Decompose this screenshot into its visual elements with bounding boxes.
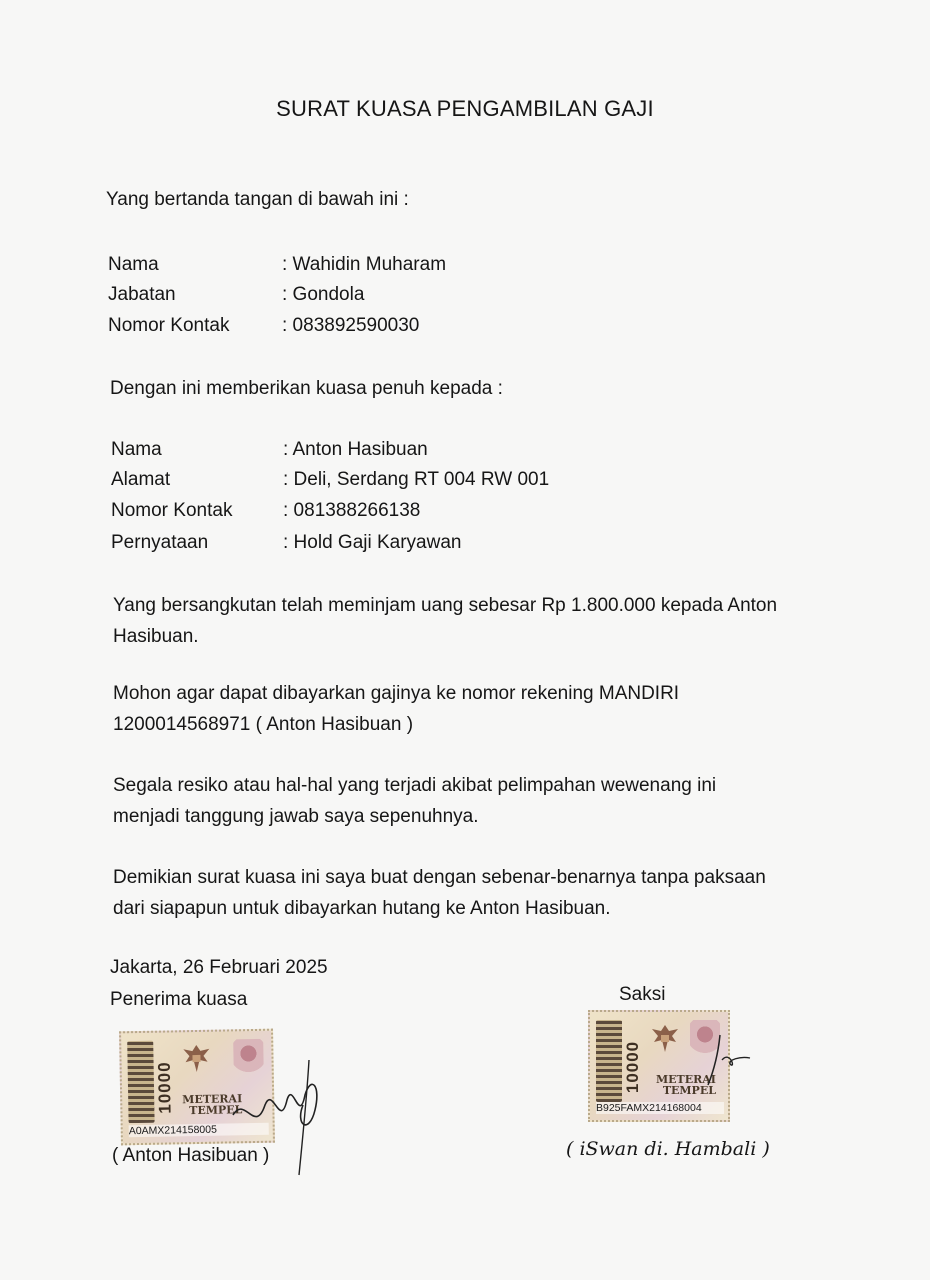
intro-text: Yang bertanda tangan di bawah ini : [106,189,409,210]
paragraph-line: Mohon agar dapat dibayarkan gajinya ke nomor rekening MANDIRI [113,683,680,704]
stamp-serial: A0AMX214158005 [129,1123,269,1137]
field-value: : Anton Hasibuan [283,439,428,460]
right-signer-role: Saksi [619,984,666,1005]
field-value: : Gondola [282,284,365,305]
left-signer-name: ( Anton Hasibuan ) [112,1145,270,1166]
place-date: Jakarta, 26 Februari 2025 [110,957,328,978]
stamp-label: METERAI TEMPEL [182,1092,243,1118]
paragraph-line: Hasibuan. [113,626,199,647]
field-value: : Wahidin Muharam [282,254,447,275]
paragraph-line: Yang bersangkutan telah meminjam uang sebesar Rp 1.800.000 kepada Anton [113,595,778,616]
field-label: Nomor Kontak [108,315,230,336]
field-label: Pernyataan [111,532,209,553]
field-value: : Hold Gaji Karyawan [283,532,462,553]
stamp-security-strip [596,1020,622,1102]
loan-paragraph [113,590,833,652]
paragraph-line: 1200014568971 ( Anton Hasibuan ) [113,714,414,735]
paragraph-line: menjadi tanggung jawab saya sepenuhnya. [113,806,479,827]
account-paragraph [113,678,833,740]
field-value: : 081388266138 [283,500,421,521]
letter-title: SURAT KUASA PENGAMBILAN GAJI [276,96,654,121]
grant-statement: Dengan ini memberikan kuasa penuh kepada : [110,378,503,399]
paragraph-line: Segala resiko atau hal-hal yang terjadi akibat pelimpahan wewenang ini [113,775,717,796]
field-value: : 083892590030 [282,315,420,336]
paragraph-line: dari siapapun untuk dibayarkan hutang ke Anton Hasibuan. [113,898,611,919]
paragraph-line: Demikian surat kuasa ini saya buat dengan sebenar-benarnya tanpa paksaan [113,867,766,888]
field-label: Nama [108,254,159,275]
right-signature-icon [700,1030,760,1090]
garuda-emblem-icon [179,1042,214,1077]
field-label: Nomor Kontak [111,500,233,521]
field-value: : Deli, Serdang RT 004 RW 001 [283,469,550,490]
right-signer-name: ( iSwan di. Hambali ) [566,1138,770,1160]
field-label: Jabatan [108,284,176,305]
closing-paragraph [113,862,833,924]
stamp-serial: B925FAMX214168004 [596,1102,724,1114]
field-label: Nama [111,439,162,460]
field-label: Alamat [111,469,171,490]
left-signer-role: Penerima kuasa [110,989,248,1010]
risk-paragraph [113,770,833,832]
garuda-emblem-icon [648,1022,682,1056]
stamp-security-strip [127,1041,154,1123]
stamp-label: METERAI TEMPEL [656,1073,716,1097]
stamp-value: 10000 [623,1040,642,1094]
stamp-value: 10000 [154,1061,175,1114]
